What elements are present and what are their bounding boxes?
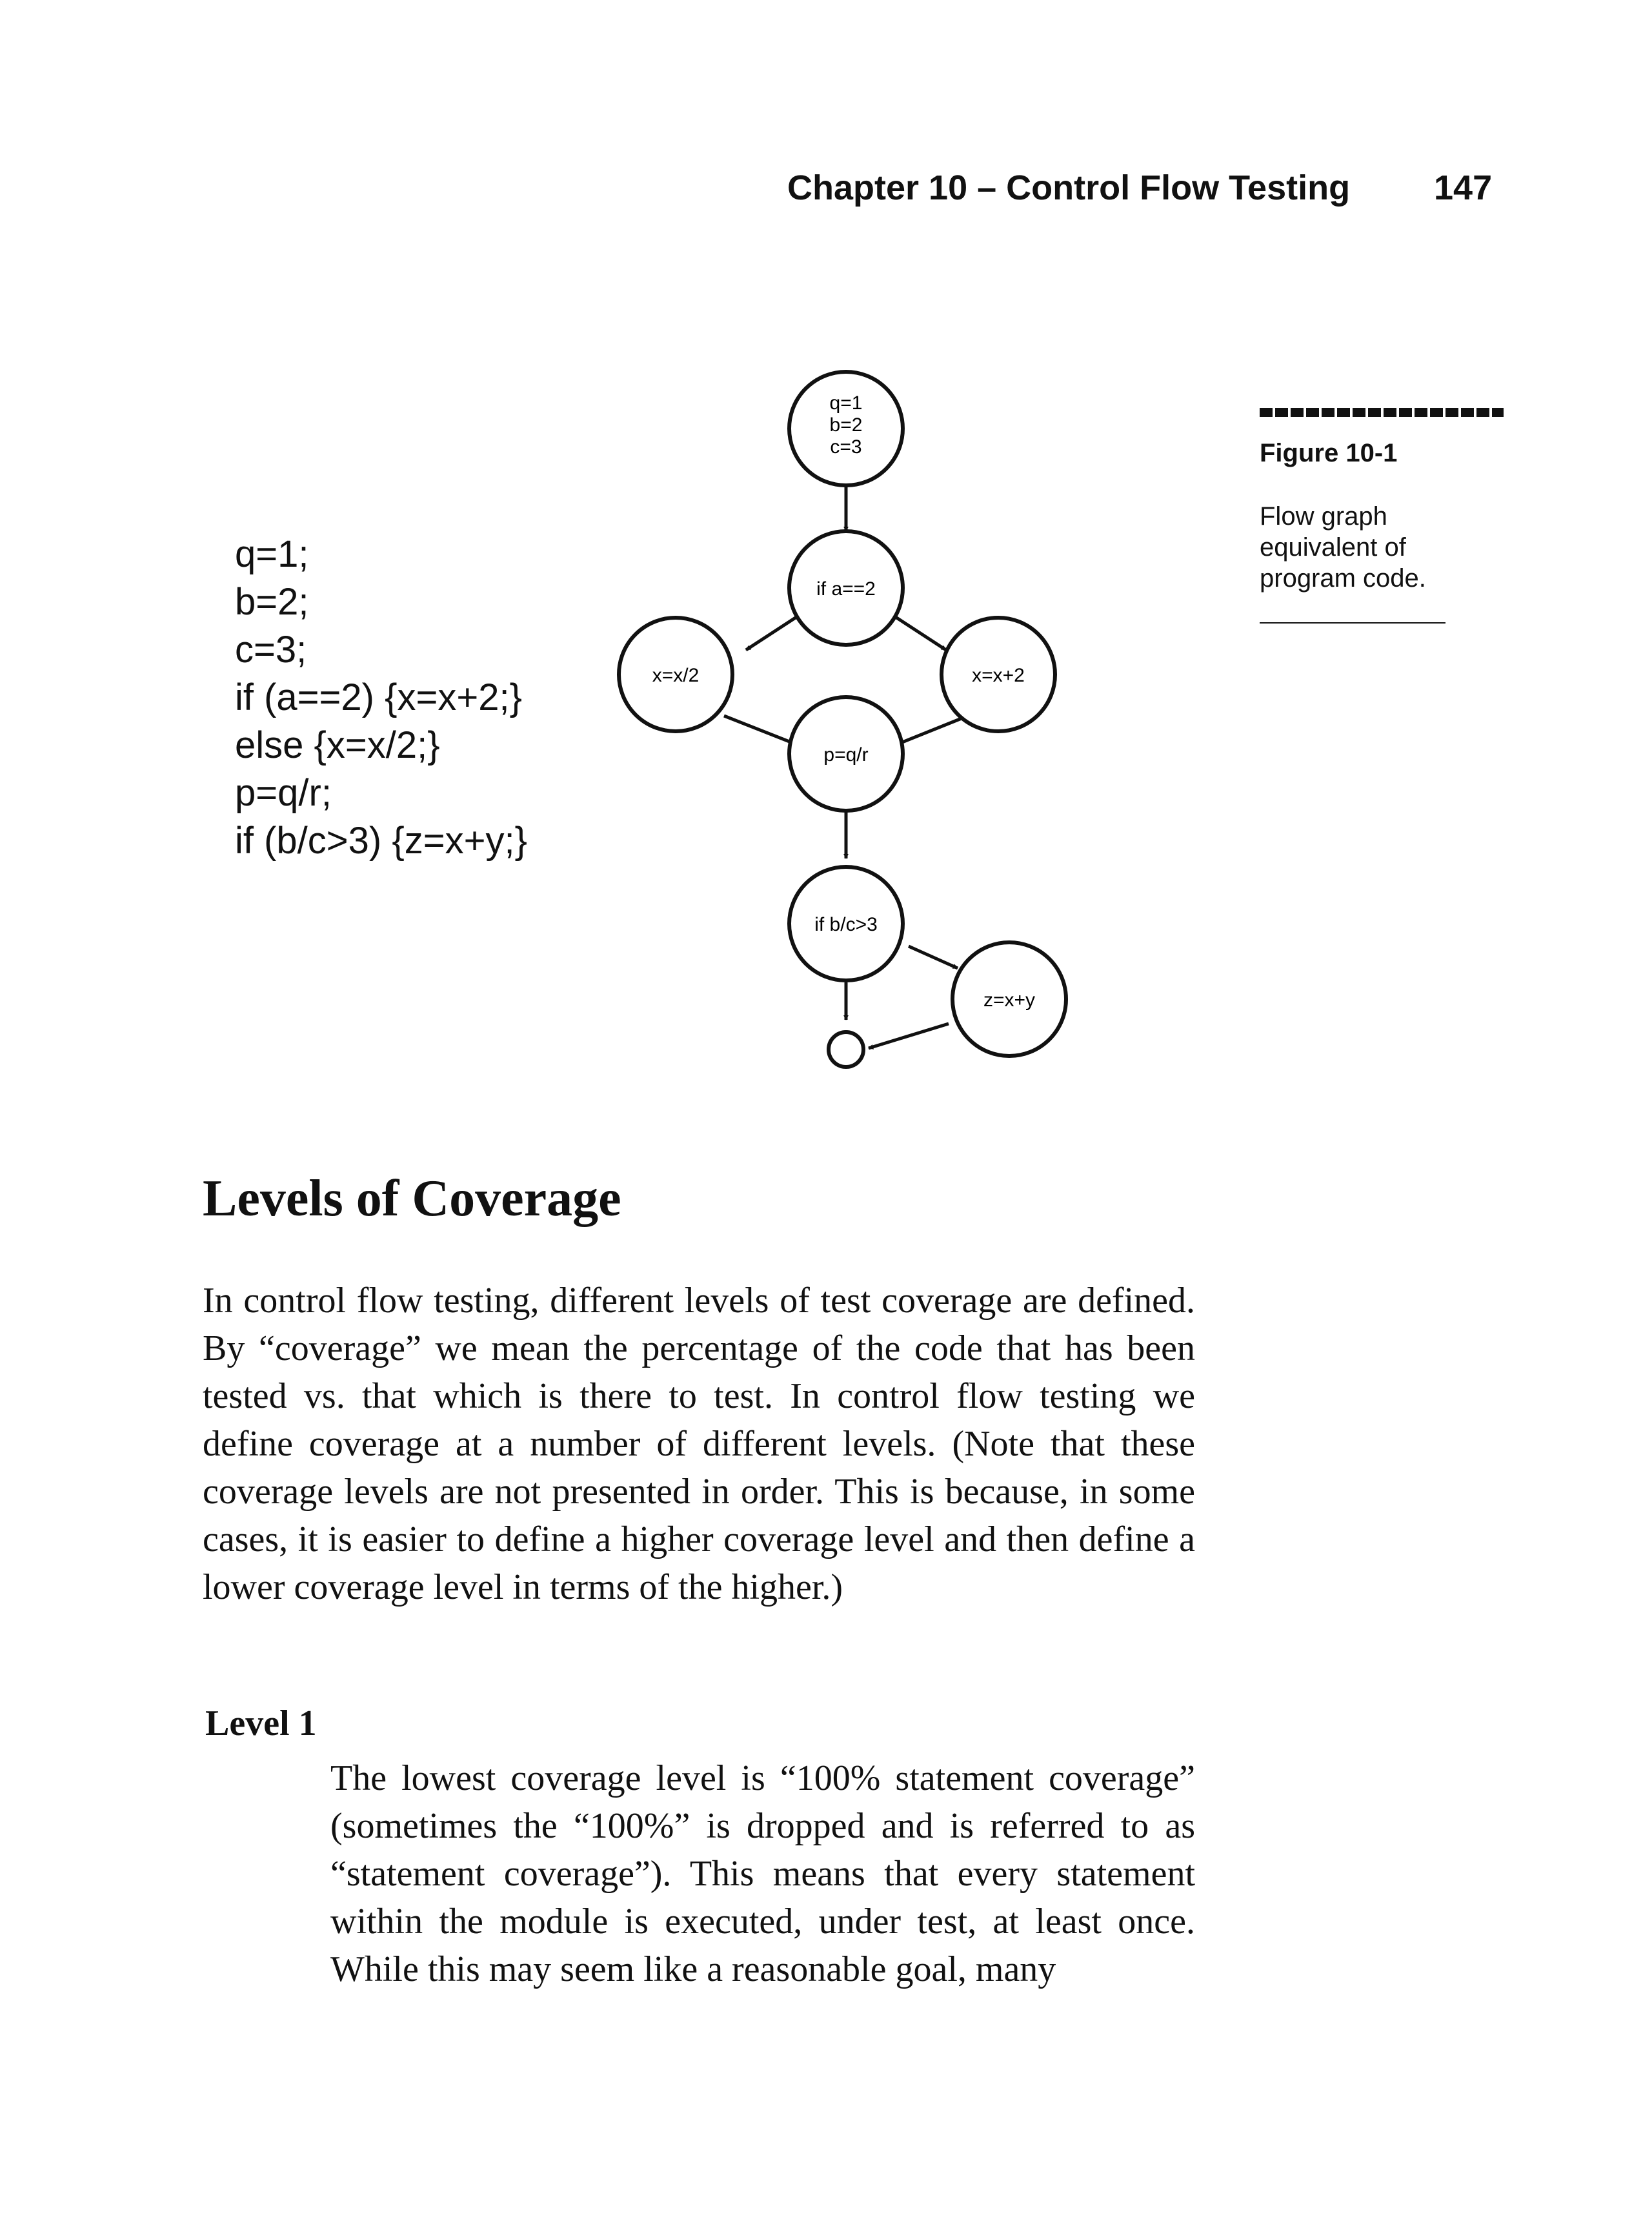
section-paragraph: In control flow testing, different levels of test coverage are defined. By “coverage” we mean the percentage of the code that has been tested vs. that which is there to test. In control flow testing we define coverage at a number of different levels. (Note that these coverage levels are not presented in order. This is because, in some cases, it is easier to define a higher coverage level and then define a lower coverage level in terms of the higher.): [203, 1281, 1195, 1607]
code-line: p=q/r;: [235, 772, 332, 814]
node-start-line: b=2: [829, 414, 863, 436]
node-z-label: z=x+y: [983, 989, 1036, 1011]
code-line: c=3;: [235, 629, 307, 671]
edge-if-b-z: [909, 946, 958, 968]
edge-z-end: [869, 1024, 949, 1048]
level-1-text: The lowest coverage level is “100% statement coverage” (sometimes the “100%” is dropped and is referred to as “statement coverage”). This means that every statement within the module is executed, under test, at least once. While this may seem like a reasonable goal, many: [330, 1758, 1195, 1989]
code-line: else {x=x/2;}: [235, 724, 440, 766]
node-x-add-label: x=x+2: [972, 665, 1025, 686]
node-if-b-label: if b/c>3: [814, 914, 878, 935]
figure-label: Figure 10-1: [1260, 439, 1398, 467]
section-heading: Levels of Coverage: [203, 1170, 621, 1227]
chapter-title: Chapter 10 – Control Flow Testing: [787, 168, 1351, 207]
node-start-line: q=1: [829, 392, 863, 414]
node-if-a-label: if a==2: [816, 578, 876, 600]
code-line: b=2;: [235, 581, 309, 623]
node-end: [829, 1032, 863, 1067]
edge-x-add-p: [896, 716, 968, 745]
code-line: q=1;: [235, 533, 309, 575]
figure-caption: Flow graph equivalent of program code.: [1260, 502, 1426, 593]
level-1-heading: Level 1: [205, 1703, 317, 1743]
node-start-line: c=3: [830, 436, 862, 458]
code-line: if (b/c>3) {z=x+y;}: [235, 820, 527, 862]
page-number: 147: [1434, 168, 1493, 207]
figure-label-rule: [1260, 408, 1504, 417]
node-x-div-label: x=x/2: [652, 665, 700, 686]
code-line: if (a==2) {x=x+2;}: [235, 676, 522, 718]
edge-x-div-p: [724, 716, 798, 745]
figure-caption-rule: [1260, 622, 1446, 624]
node-p-label: p=q/r: [823, 744, 869, 766]
